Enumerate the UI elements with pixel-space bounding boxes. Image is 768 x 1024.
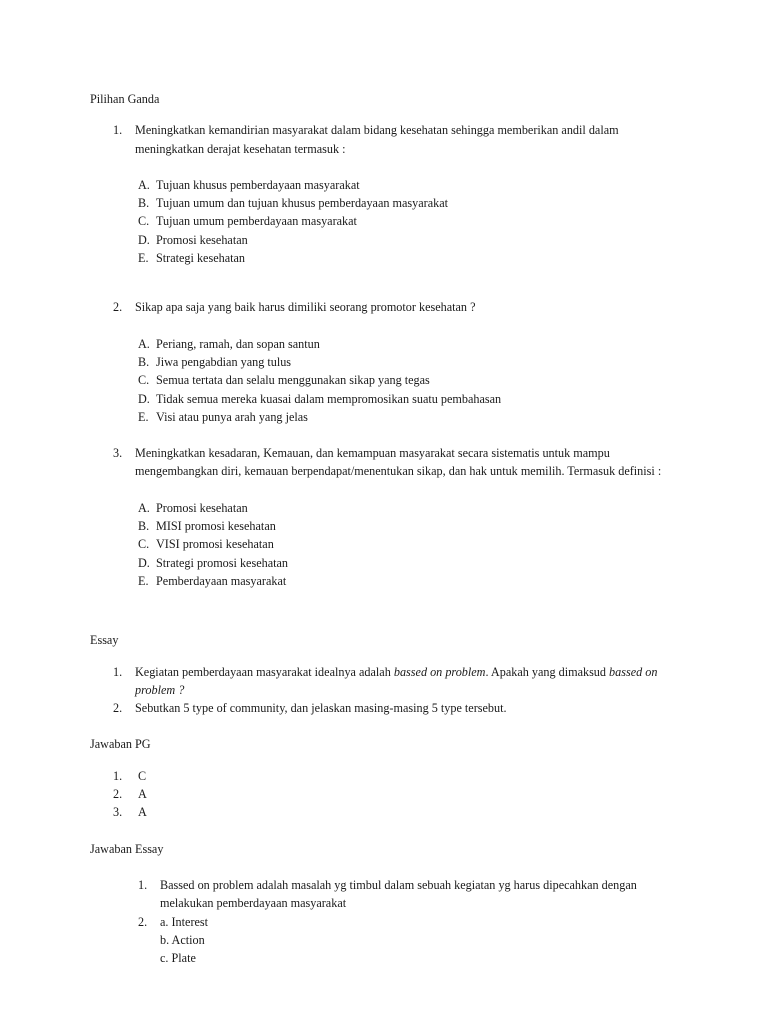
answer-number: 2. — [113, 787, 123, 802]
option-item[interactable] — [90, 554, 690, 572]
option-text: Periang, ramah, dan sopan santun — [156, 336, 320, 351]
option-letter: B. — [138, 354, 150, 369]
option-item[interactable] — [90, 572, 690, 590]
essay-answer-text — [160, 913, 690, 968]
option-list — [90, 176, 690, 267]
option-letter: E. — [138, 573, 149, 588]
heading-jawaban-pg: Jawaban PG — [90, 737, 151, 752]
spacer — [90, 267, 690, 298]
option-text: Promosi kesehatan — [156, 500, 248, 515]
option-item[interactable] — [90, 176, 690, 194]
essay-italic-term-a: bassed on problem — [393, 664, 486, 679]
essay-question-item — [90, 663, 690, 700]
option-item[interactable] — [90, 335, 690, 353]
option-item[interactable] — [90, 499, 690, 517]
essay-answer-sublist — [160, 913, 690, 968]
option-text: Jiwa pengabdian yang tulus — [156, 354, 292, 369]
option-item[interactable] — [90, 353, 690, 371]
answer-number: 1. — [113, 768, 123, 783]
essay-question-list — [90, 663, 690, 718]
answer-number: 3. — [113, 805, 123, 820]
heading-essay: Essay — [90, 633, 119, 648]
option-letter: A. — [138, 336, 150, 351]
answer-value: C — [138, 768, 147, 783]
option-text: VISI promosi kesehatan — [156, 537, 274, 552]
jawaban-pg-list — [90, 767, 690, 822]
option-letter: E. — [138, 251, 149, 266]
option-text: Semua tertata dan selalu menggunakan sikap yang tegas — [156, 373, 430, 388]
option-text: Visi atau punya arah yang jelas — [156, 409, 308, 424]
jawaban-essay-list — [90, 876, 690, 967]
question-number: 1. — [113, 664, 123, 679]
option-text: Strategi kesehatan — [156, 251, 246, 266]
option-letter: D. — [138, 555, 150, 570]
spacer — [90, 858, 690, 876]
option-item[interactable] — [90, 535, 690, 553]
question-number: 1. — [113, 123, 123, 138]
option-letter: D. — [138, 232, 150, 247]
spacer — [90, 717, 690, 735]
option-text: Tidak semua mereka kuasai dalam mempromosikan suatu pembahasan — [156, 391, 502, 406]
essay-answer-subitem: c. Plate — [160, 951, 196, 966]
question-number: 2. — [113, 701, 123, 716]
question-text: Meningkatkan kesadaran, Kemauan, dan kemampuan masyarakat secara sistematis untuk mampu mengembangkan diri, kemauan berpendapat/menentukan sikap, dan hak untuk memilih. Termasuk definisi : — [135, 446, 662, 479]
option-item[interactable] — [90, 371, 690, 389]
question-text: Meningkatkan kemandirian masyarakat dalam bidang kesehatan sehingga memberikan andil dalam meningkatkan derajat kesehatan termasuk : — [135, 123, 619, 156]
option-letter: D. — [138, 391, 150, 406]
answer-item — [90, 785, 690, 803]
pilihan-ganda-question-list — [90, 121, 690, 590]
essay-answer-item — [90, 913, 690, 968]
option-text: Tujuan umum dan tujuan khusus pemberdayaan masyarakat — [156, 196, 448, 211]
option-list — [90, 499, 690, 590]
spacer — [90, 481, 690, 499]
essay-text-part-b: . Apakah yang dimaksud — [485, 664, 610, 679]
option-letter: B. — [138, 196, 150, 211]
option-text: Tujuan khusus pemberdayaan masyarakat — [156, 177, 360, 192]
essay-question-text: Sebutkan 5 type of community, dan jelaskan masing-masing 5 type tersebut. — [135, 701, 507, 716]
answer-item — [90, 803, 690, 821]
question-item — [90, 121, 690, 158]
spacer — [90, 822, 690, 840]
spacer — [90, 426, 690, 444]
essay-text-part-a: Kegiatan pemberdayaan masyarakat idealnya adalah — [135, 664, 394, 679]
option-item[interactable] — [90, 212, 690, 230]
essay-answer-text: Bassed on problem adalah masalah yg timbul dalam sebuah kegiatan yg harus dipecahkan dengan melakukan pemberdayaan masyarakat — [160, 877, 637, 911]
option-letter: C. — [138, 214, 150, 229]
option-item[interactable] — [90, 231, 690, 249]
spacer — [90, 754, 690, 767]
spacer — [90, 650, 690, 663]
option-letter: B. — [138, 519, 150, 534]
document-body — [90, 90, 690, 967]
option-list — [90, 335, 690, 426]
essay-answer-item — [90, 876, 690, 913]
essay-question-text — [135, 663, 690, 700]
option-item[interactable] — [90, 194, 690, 212]
question-number: 2. — [113, 300, 123, 315]
essay-answer-subitem: a. Interest — [160, 914, 209, 929]
question-number: 3. — [113, 446, 123, 461]
heading-pilihan-ganda: Pilihan Ganda — [90, 92, 160, 106]
option-item[interactable] — [90, 517, 690, 535]
spacer — [90, 108, 690, 121]
spacer — [90, 590, 690, 631]
option-text: MISI promosi kesehatan — [156, 519, 276, 534]
heading-jawaban-essay: Jawaban Essay — [90, 841, 164, 856]
option-item[interactable] — [90, 249, 690, 267]
answer-value: A — [138, 787, 147, 802]
answer-number: 2. — [138, 914, 148, 929]
answer-item — [90, 767, 690, 785]
essay-answer-subitem: b. Action — [160, 932, 205, 947]
option-letter: A. — [138, 500, 150, 515]
essay-question-item — [90, 699, 690, 717]
option-text: Strategi promosi kesehatan — [156, 555, 288, 570]
spacer — [90, 158, 690, 176]
question-item — [90, 444, 690, 481]
option-letter: C. — [138, 373, 150, 388]
option-letter: E. — [138, 409, 149, 424]
option-item[interactable] — [90, 408, 690, 426]
question-item — [90, 298, 690, 316]
question-text: Sikap apa saja yang baik harus dimiliki seorang promotor kesehatan ? — [135, 300, 476, 315]
option-text: Promosi kesehatan — [156, 232, 248, 247]
answer-number: 1. — [138, 877, 148, 892]
option-text: Pemberdayaan masyarakat — [156, 573, 287, 588]
option-letter: C. — [138, 537, 150, 552]
essay-italic-term-b: bassed on problem ? — [135, 664, 658, 697]
spacer — [90, 317, 690, 335]
option-item[interactable] — [90, 390, 690, 408]
option-text: Tujuan umum pemberdayaan masyarakat — [156, 214, 357, 229]
option-letter: A. — [138, 177, 150, 192]
answer-value: A — [138, 805, 147, 820]
